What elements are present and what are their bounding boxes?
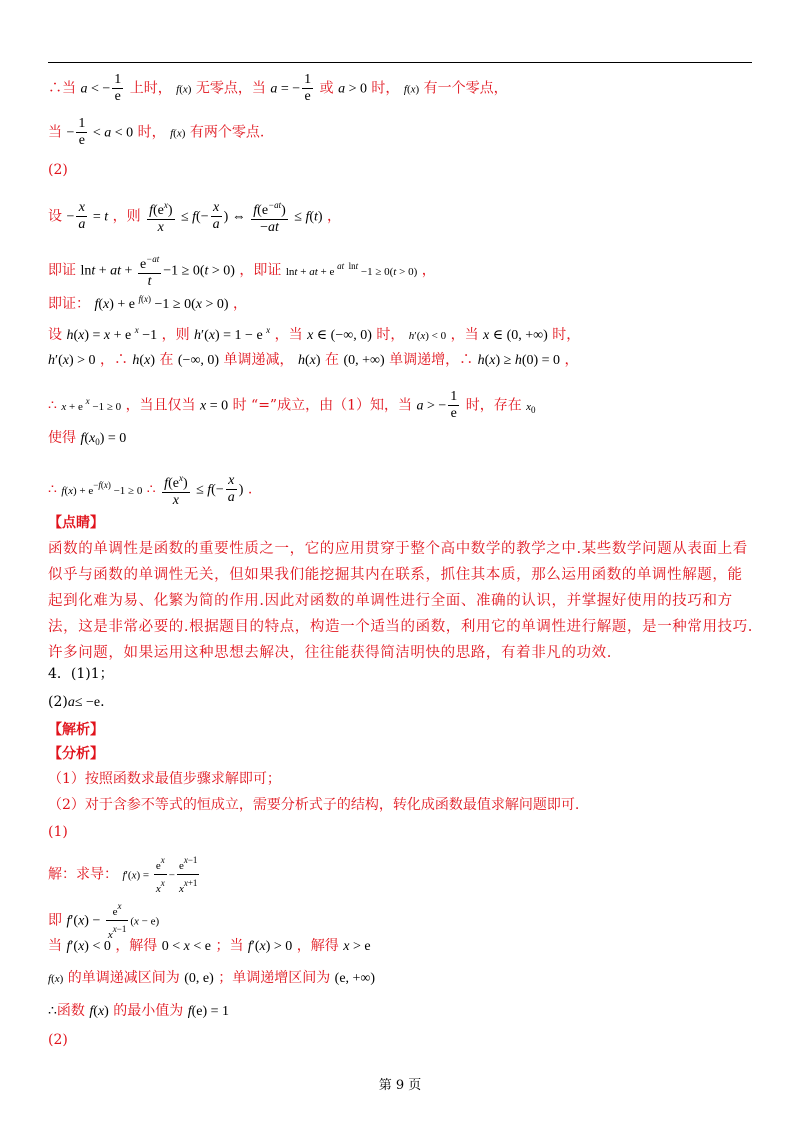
part-2-label: (2) bbox=[48, 162, 68, 178]
line-define-h: 设 h(x) = x + e $^x$ −1 ，则 h′(x) = 1 − e $^x$ ，当 x ∈ (−∞, 0) 时， h′(x) < 0 ，当 x ∈ (0, +∞) 时， bbox=[48, 325, 581, 343]
header-rule bbox=[48, 62, 752, 63]
solution-part-1: (1) bbox=[48, 824, 68, 840]
line-two-zeros: 当 − $\frac{1}{e}$ < a < 0 时， f(x) 有两个零点. bbox=[48, 116, 265, 148]
line-monotonic: h′(x) > 0 ，∴ h(x) 在 (−∞, 0) 单调递减， h(x) 在 (0, +∞) 单调递增，∴ h(x) ≥ h(0) = 0 ， bbox=[48, 352, 579, 368]
solution-sign: 当 f′(x) < 0 ，解得 0 < x < e ；当 f′(x) > 0 ，解得 x > e bbox=[48, 938, 371, 954]
line-prove-fx: 即证： f(x) + e $^{f(x)}$ −1 ≥ 0(x > 0) ， bbox=[48, 294, 248, 312]
line-conclusion: ∴ $f(x) + e^{-f(x)} -1 \ge 0$ ∴ $\frac{f(e^x)}{x}$ ≤ f(− $\frac{x}{a}$ ) . bbox=[48, 470, 252, 509]
solution-factored: 即 f′(x) − $\frac{e^x}{x^{x-1}}$ (x − e) bbox=[48, 898, 159, 943]
jiexi-heading: 【解析】 bbox=[48, 722, 104, 738]
line-equality: ∴ x + e $^x$ −1 ≥ 0 ，当且仅当 x = 0 时 “=”成立，由（1）知，当 a > − $\frac{1}{e}$ 时，存在 $x_0$ bbox=[48, 389, 536, 421]
q4-answer-2: (2)a≤ −e. bbox=[48, 694, 105, 710]
dianjing-paragraph: 函数的单调性是函数的重要性质之一，它的应用贯穿于整个高中数学的教学之中.某些数学问题从表面上看似乎与函数的单调性无关，但如果我们能挖掘其内在联系，抓住其本质，那么运用函数的单调性解题，能起到化难为易、化繁为简的作用.因此对函数的单调性进行全面、准确的认识，并掌握好使用的技巧和方法，这是非常必要的.根据题目的特点，构造一个适当的函数，利用它的单调性进行解题，是一种常用技巧.许多问题，如果运用这种思想去解决，往往能获得简洁明快的思路，有着非凡的功效. bbox=[48, 541, 754, 661]
analysis-step-2: （2）对于含参不等式的恒成立，需要分析式子的结构，转化成函数最值求解问题即可. bbox=[48, 797, 580, 813]
line-to-prove: 即证 lnt + at + $\frac{e^{-at}}{t}$ −1 ≥ 0(t > 0) ，即证 lnt + at + e $^{at lnt}$ −1 ≥ 0(t > 0) ， bbox=[48, 251, 436, 290]
solution-part-2: (2) bbox=[48, 1032, 68, 1048]
analysis-step-1: （1）按照函数求最值步骤求解即可； bbox=[48, 771, 281, 787]
line-substitution: 设 − $\frac{x}{a}$ = t ，则 $\frac{f(e^x)}{x}$ ≤ f(− $\frac{x}{a}$ ) ⇔ $\frac{f(e^{-at})}{-at}$ ≤ f(t) ， bbox=[48, 197, 341, 236]
fenxi-heading: 【分析】 bbox=[48, 746, 104, 762]
line-zero-cases: ∴当 a < − $\frac{1}{e}$ 上时， f(x) 无零点，当 a = − $\frac{1}{e}$ 或 a > 0 时， f(x) 有一个零点， bbox=[48, 72, 508, 104]
page-number: 第 9 页 bbox=[378, 1078, 422, 1093]
line-such-that: 使得 $f(x_0) = 0$ bbox=[48, 430, 127, 447]
q4-answer-1: 4．(1)1； bbox=[48, 666, 114, 682]
solution-derivative: 解：求导： f′(x) = $\frac{e^x}{x^x}$ − $\frac{e^{x-1}}{x^{x+1}}$ bbox=[48, 852, 201, 897]
solution-intervals: f(x) 的单调递减区间为 (0, e) ；单调递增区间为 (e, +∞) bbox=[48, 970, 376, 986]
dianjing-heading: 【点睛】 bbox=[48, 515, 104, 531]
solution-minimum: ∴函数 f(x) 的最小值为 f(e) = 1 bbox=[48, 1003, 230, 1019]
